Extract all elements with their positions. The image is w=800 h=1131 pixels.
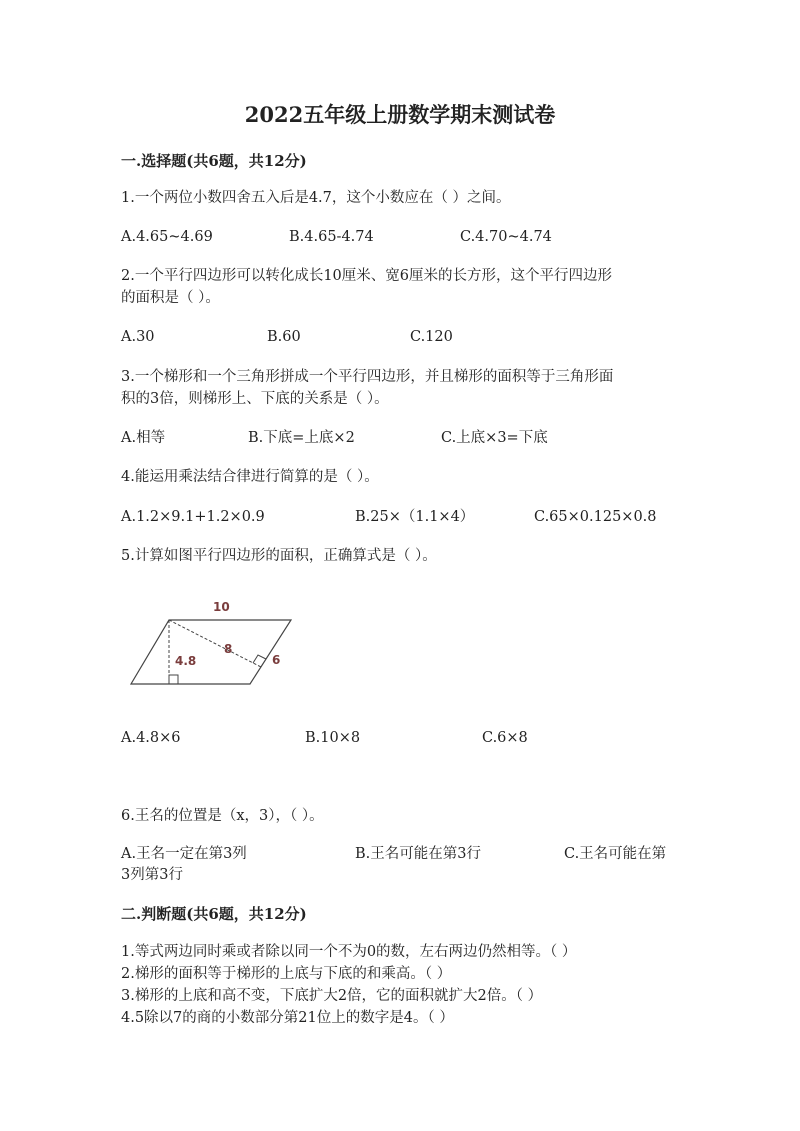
label-top: 10	[213, 600, 230, 614]
q2-option-c: C.120	[410, 329, 453, 345]
parallelogram-figure	[120, 592, 310, 692]
q6-option-b: B.王名可能在第3行	[355, 846, 481, 862]
q3-option-b: B.下底=上底×2	[248, 430, 355, 446]
q1-option-b: B.4.65-4.74	[289, 229, 374, 245]
height-right-angle	[169, 675, 178, 684]
q1-option-a: A.4.65~4.69	[121, 229, 213, 245]
q2-option-b: B.60	[267, 329, 301, 345]
judge-item-2: 2.梯形的面积等于梯形的上底与下底的和乘高。（ ）	[121, 966, 452, 982]
judge-item-4: 4.5除以7的商的小数部分第21位上的数字是4。（ ）	[121, 1010, 454, 1026]
q5-stem: 5.计算如图平行四边形的面积，正确算式是（ ）。	[121, 548, 437, 564]
q6-option-a: A.王名一定在第3列	[121, 846, 247, 862]
q1-stem: 1.一个两位小数四舍五入后是4.7，这个小数应在（ ）之间。	[121, 190, 511, 206]
q5-option-b: B.10×8	[305, 730, 361, 746]
judge-item-3: 3.梯形的上底和高不变，下底扩大2倍，它的面积就扩大2倍。（ ）	[121, 988, 543, 1004]
label-side: 6	[272, 653, 281, 667]
page-title: 2022五年级上册数学期末测试卷	[244, 102, 556, 127]
section2-heading: 二.判断题(共6题，共12分)	[121, 905, 307, 923]
q2-option-a: A.30	[121, 329, 155, 345]
label-diagonal: 8	[224, 642, 233, 656]
q4-option-b: B.25×（1.1×4）	[355, 509, 475, 525]
q6-stem: 6.王名的位置是（x，3），（ ）。	[121, 808, 324, 824]
q5-option-c: C.6×8	[482, 730, 528, 746]
q2-stem-line2: 的面积是（ ）。	[121, 290, 220, 306]
q5-option-a: A.4.8×6	[121, 730, 181, 746]
q4-stem: 4.能运用乘法结合律进行简算的是（ ）。	[121, 469, 379, 485]
label-height: 4.8	[175, 654, 197, 668]
q1-option-c: C.4.70~4.74	[460, 229, 552, 245]
section1-heading: 一.选择题(共6题，共12分)	[121, 152, 307, 170]
q3-stem-line1: 3.一个梯形和一个三角形拼成一个平行四边形，并且梯形的面积等于三角形面	[121, 369, 614, 385]
q6-option-c: C.王名可能在第	[564, 846, 667, 862]
q3-stem-line2: 积的3倍，则梯形上、下底的关系是（ ）。	[121, 391, 389, 407]
q2-stem-line1: 2.一个平行四边形可以转化成长10厘米、宽6厘米的长方形，这个平行四边形	[121, 268, 613, 284]
q3-option-a: A.相等	[121, 430, 166, 446]
q3-option-c: C.上底×3=下底	[441, 430, 548, 446]
parallelogram-shape	[131, 620, 291, 684]
q4-option-c: C.65×0.125×0.8	[534, 509, 657, 525]
q4-option-a: A.1.2×9.1+1.2×0.9	[121, 509, 265, 525]
judge-item-1: 1.等式两边同时乘或者除以同一个不为0的数，左右两边仍然相等。（ ）	[121, 944, 577, 960]
q6-option-c-continued: 3列第3行	[121, 867, 183, 883]
